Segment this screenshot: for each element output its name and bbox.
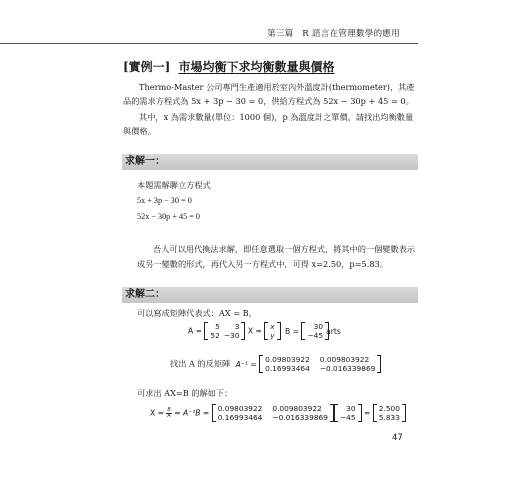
supply-equation: 52x − 30p + 45 = 0 — [137, 212, 200, 221]
matrix-x — [264, 322, 280, 340]
inverse-cell: 0.09803922 — [217, 404, 263, 413]
matrix-x-cell: y — [270, 331, 275, 340]
inverse-cell: 0.009803922 — [272, 404, 322, 413]
example-title: 市場均衡下求均衡數量與價格 — [178, 60, 335, 74]
solution-2-title: 求解二： — [125, 289, 165, 300]
example-tag: [實例一] — [123, 60, 171, 74]
matrix-definitions — [188, 322, 341, 340]
matrix-a-cell: 5 — [215, 322, 220, 331]
matrix-a-cell: 3 — [234, 322, 240, 331]
matrix-a-label: A = — [188, 326, 202, 336]
variables-paragraph: 其中，x 為需求數量(單位：1000 個)，p 為溫度計之單價，請找出均衡數量與價格。 — [123, 112, 414, 136]
solution-b-cell: −45 — [339, 413, 356, 422]
substitution-paragraph: 吾人可以用代換法求解，即任意選取一個方程式，將其中的一個變數表示成另一變數的形式，再代入另一方程式中，可得 x=2.50，p=5.83。 — [137, 244, 416, 269]
solution-1-bar — [122, 154, 418, 170]
matrix-a-cell: −30 — [223, 331, 240, 340]
solution-x-label: X = — [150, 408, 164, 418]
matrix-b-suffix: arts — [326, 326, 341, 336]
matrix-b — [301, 322, 329, 340]
inverse-cell: 0.009803922 — [319, 355, 370, 364]
running-head: 第三篇 R 語言在管理數學的應用 — [267, 29, 400, 39]
solution-inverse-expr: = A⁻¹B = — [174, 408, 210, 418]
fraction-denominator: A — [167, 412, 171, 419]
result-cell: 2.500 — [378, 404, 400, 413]
fraction-numerator: B — [167, 406, 171, 413]
inverse-cell: −0.016339869 — [319, 364, 376, 373]
inverse-cell: −0.016339869 — [272, 413, 328, 422]
inverse-label: 找出 A 的反矩陣 — [170, 358, 231, 369]
solution-b-matrix — [334, 404, 362, 422]
fraction-b-over-a — [166, 408, 171, 419]
solution-2-intro: 可以寫成矩陣代表式：AX = B， — [137, 308, 257, 318]
demand-equation: 5x + 3p − 30 = 0 — [137, 196, 192, 205]
inverse-cell: 0.16993464 — [217, 413, 263, 422]
matrix-b-label: B = — [285, 326, 300, 336]
result-cell: 5.833 — [378, 413, 400, 422]
solution-2-result-intro: 可求出 AX=B 的解如下： — [137, 388, 233, 398]
matrix-b-cell: −45 — [307, 331, 324, 340]
inverse-cell: 0.16993464 — [265, 364, 310, 373]
matrix-x-label: X = — [247, 326, 262, 336]
solution-inverse-matrix — [212, 404, 334, 422]
matrix-a — [204, 322, 245, 340]
matrix-b-cell: 30 — [313, 322, 324, 331]
solution-1-title: 求解一： — [125, 156, 165, 167]
matrix-x-cell: x — [270, 322, 275, 331]
example-heading — [123, 58, 335, 75]
header-rule — [0, 43, 418, 44]
matrix-a-cell: 52 — [210, 331, 220, 340]
solution-b-cell: 30 — [346, 404, 356, 413]
inverse-matrix — [259, 355, 381, 373]
solution-2-bar — [122, 287, 418, 303]
result-matrix — [373, 404, 406, 422]
inverse-matrix-row — [170, 355, 381, 373]
inverse-symbol: A⁻¹ = — [235, 359, 257, 369]
inverse-cell: 0.09803922 — [265, 355, 310, 364]
solution-equals: = — [363, 408, 371, 418]
solution-row — [150, 404, 406, 422]
intro-paragraph: Thermo-Master 公司專門生產適用於室內外溫度計(thermometer)，其產品的需求方程式為 5x + 3p − 30 = 0，供給方程式為 52x − 30p + 45 = 0。 — [123, 82, 415, 106]
page-number: 47 — [392, 433, 403, 443]
solution-1-intro: 本題需解聯立方程式 — [137, 180, 211, 190]
